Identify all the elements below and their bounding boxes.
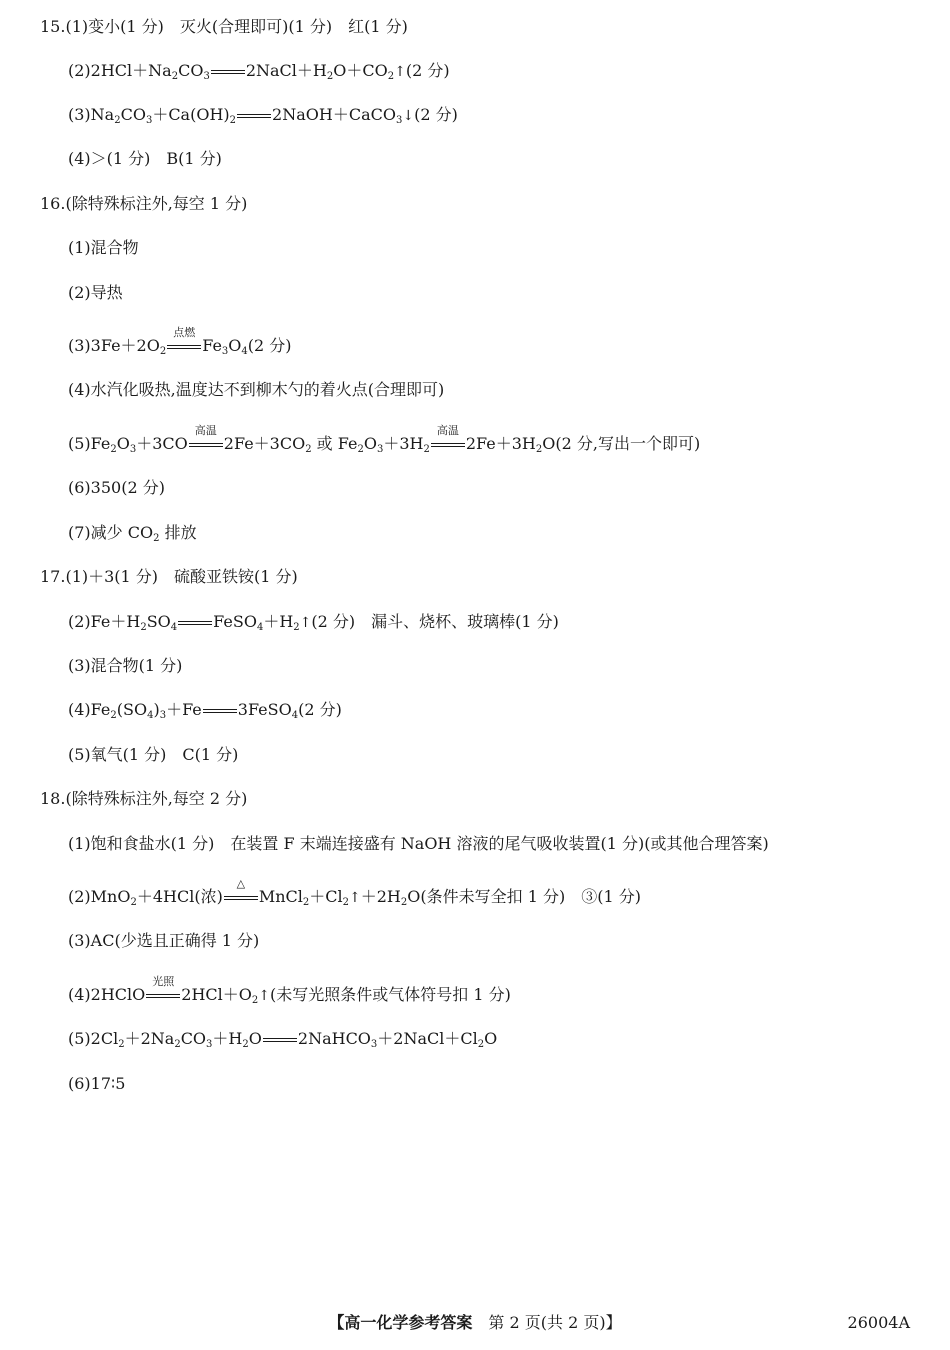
q18-answer-1: (1)饱和食盐水(1 分) 在装置 F 末端连接盛有 NaOH 溶液的尾气吸收装置(1 分)(或其他合理答案) <box>68 834 769 853</box>
reaction-condition-sign: 光照 <box>146 989 180 1003</box>
q15-answer-3: $(3)Na_2CO_3+Ca(OH)_2$ 2NaOH＋CaCO$_3$↓(2 分) <box>68 105 458 126</box>
q16-answer-3: $(3)3Fe+2O_2$ 点燃 $Fe_3O_4(2$ 分) <box>68 325 292 357</box>
equals-sign <box>203 704 237 718</box>
page-number: 第 2 页(共 2 页)】 <box>488 1313 622 1332</box>
gas-arrow-icon: ↑ <box>349 890 361 906</box>
q15-answer-2: $(2)2HCl+Na_2CO_3$ $2NaCl+H_2O+CO_2↑(2$ 分) <box>68 61 450 82</box>
gas-arrow-icon: ↑ <box>299 615 312 631</box>
q17-answer-4: $(4)Fe_2(SO_4)_3+Fe$ 3FeSO$_4$(2 分) <box>68 700 342 721</box>
q16-header: 16.(除特殊标注外,每空 1 分) <box>40 194 248 213</box>
reaction-condition-sign: 高温 <box>189 438 223 452</box>
equals-sign <box>263 1033 297 1047</box>
q17-answer-2: $(2)Fe+H_2SO_4$ $FeSO_4+H_2↑(2$ 分) 漏斗、烧杯、玻璃棒(1 分) <box>68 612 559 633</box>
equals-sign <box>178 616 212 630</box>
q16-answer-7: (7)减少 $CO_2$ 排放 <box>68 523 197 544</box>
footer-title: 【高一化学参考答案 <box>328 1313 473 1332</box>
q18-answer-3: (3)AC(少选且正确得 1 分) <box>68 931 260 950</box>
gas-arrow-icon: ↑ <box>394 64 406 80</box>
q16-answer-6: (6)350(2 分) <box>68 478 165 497</box>
q16-answer-2: (2)导热 <box>68 283 123 302</box>
q17-line-1: 17.(1)＋3(1 分) 硫酸亚铁铵(1 分) <box>40 567 298 586</box>
q16-answer-4: (4)水汽化吸热,温度达不到柳木勺的着火点(合理即可) <box>68 380 445 399</box>
q15-line-1: 15.(1)变小(1 分) 灭火(合理即可)(1 分) 红(1 分) <box>40 17 408 36</box>
q18-answer-4: (4)2HClO 光照 $2HCl+O_2↑$(未写光照条件或气体符号扣 1 分) <box>68 974 511 1006</box>
q18-header: 18.(除特殊标注外,每空 2 分) <box>40 789 248 808</box>
equals-sign <box>237 109 271 123</box>
precipitate-arrow-icon: ↓ <box>402 108 415 124</box>
q15-answer-4: (4)＞(1 分) B(1 分) <box>68 149 222 168</box>
reaction-condition-sign: 点燃 <box>167 340 201 354</box>
q17-answer-3: (3)混合物(1 分) <box>68 656 183 675</box>
reaction-condition-sign: △ <box>224 891 258 905</box>
page-footer <box>0 1312 950 1334</box>
document-code: 26004A <box>847 1313 910 1332</box>
q16-answer-1: (1)混合物 <box>68 238 139 257</box>
equals-sign <box>211 65 245 79</box>
q17-answer-5: (5)氧气(1 分) C(1 分) <box>68 745 239 764</box>
q16-answer-5: $(5)Fe_2O_3+3CO$ 高温 $2Fe+3CO_2$ 或 $Fe_2O_3+3H_2$ 高温 $2Fe+3H_2O(2$ 分,写出一个即可) <box>68 423 701 455</box>
q18-answer-5: $(5)2Cl_2+2Na_2CO_3+H_2O$ $2NaHCO_3+2NaCl+Cl_2O$ <box>68 1029 498 1050</box>
q18-answer-2: (2)MnO$_2$＋4HCl(浓) △ $MnCl_2+Cl_2↑+2H_2O$(条件未写全扣 1 分) ③(1 分) <box>68 876 641 908</box>
reaction-condition-sign: 高温 <box>431 438 465 452</box>
q18-answer-6: (6)17∶5 <box>68 1074 126 1093</box>
gas-arrow-icon: ↑ <box>258 988 271 1004</box>
